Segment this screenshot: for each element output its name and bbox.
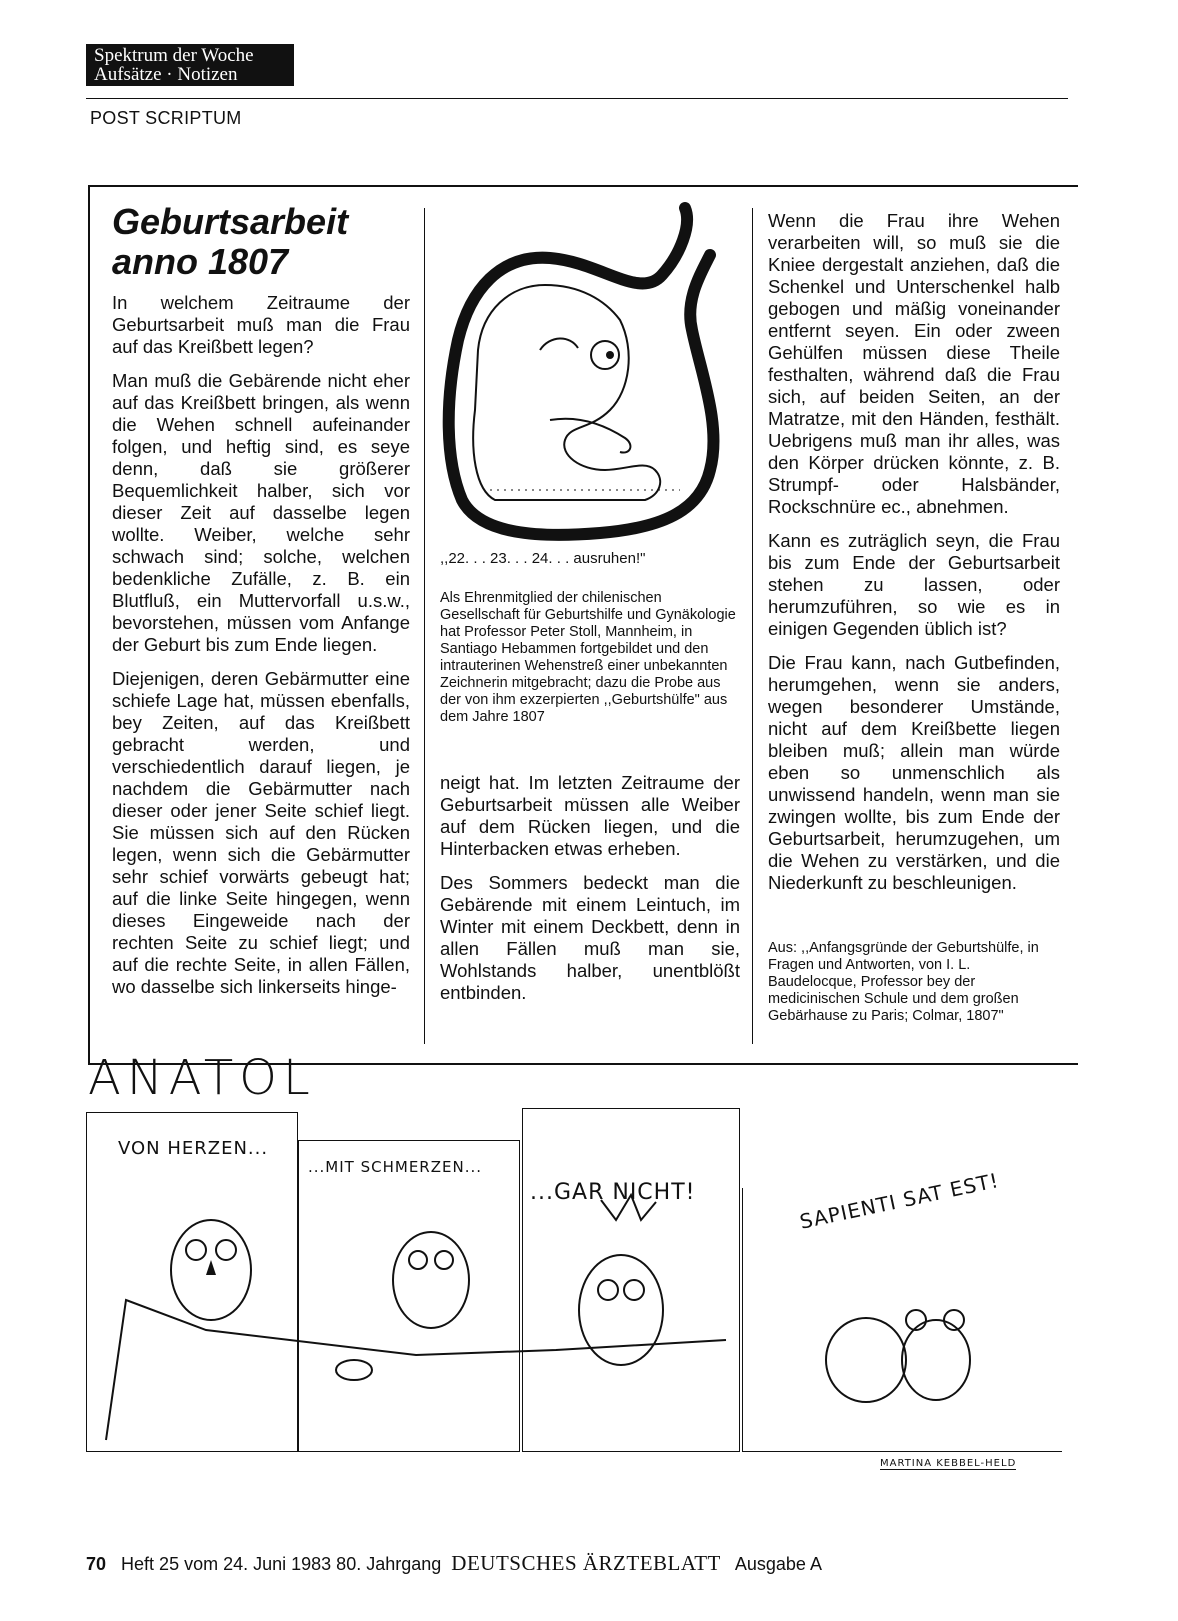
figure-eye <box>540 338 578 350</box>
headline-line-2: anno 1807 <box>112 241 289 282</box>
paragraph: Diejenigen, deren Gebärmutter eine schiefe Lage hat, müssen ebenfalls, bey Zeiten, auf das Kreißbett gebracht werden, und verschiedentlich darauf liegen, je nachdem die Gebärmutter nach dieser oder jener Seite schief liegt. Sie müssen sich auf den Rücken legen, wenn sich die Gebärmutter sehr schief vorwärts gebeugt hat; auf die linke Seite hingegen, wenn dieses Eingeweide nach der rechten Seite zu schief liegt; und auf die rechte Seite, in allen Fällen, wo dasselbe sich linkerseits hinge- <box>112 668 410 997</box>
page-footer <box>86 1551 822 1576</box>
article-border-top <box>88 185 1078 187</box>
comic-title: ANATOL <box>88 1050 316 1106</box>
owl-icon <box>579 1255 663 1365</box>
owl-eye-icon <box>186 1240 206 1260</box>
kicker-line-2: Aufsätze · Notizen <box>94 64 238 85</box>
owl-eye-icon <box>409 1251 427 1269</box>
paragraph: In welchem Zeitraume der Geburtsarbeit muß man die Frau auf das Kreißbett legen? <box>112 292 410 357</box>
teddy-bear-icon <box>902 1320 970 1400</box>
figure-pupil <box>606 351 614 359</box>
column-divider-2 <box>752 208 753 1044</box>
header-rule <box>86 98 1068 99</box>
source-citation: Aus: ,,Anfangsgründe der Geburtshülfe, in Fragen und Antworten, von I. L. Baudelocque, Professor bey der medicinischen Schule und dem großen Gebärhause zu Paris; Colmar, 1807" <box>768 940 1039 1024</box>
kicker-line-1: Spektrum der Woche <box>94 45 254 66</box>
illustration-caption: ,,22. . . 23. . . 24. . . ausruhen!" <box>440 550 646 567</box>
section-kicker <box>86 44 294 86</box>
headline-line-1: Geburtsarbeit <box>112 201 349 242</box>
owl-icon <box>826 1318 906 1402</box>
pregnant-woman-illustration <box>430 200 740 545</box>
editorial-note: Als Ehrenmitglied der chilenischen Gesellschaft für Geburtshilfe und Gynäkologie hat Professor Peter Stoll, Mannheim, in Santiago Hebammen fortgebildet und den intrauterinen Wehenstreß einer unbekannten Zeichnerin mitgebracht; dazu die Probe aus der von ihm exzerpierten ,,Geburtshülfe" aus dem Jahre 1807 <box>440 590 736 725</box>
owl-icon <box>393 1232 469 1328</box>
article-column-2 <box>440 772 740 1016</box>
article-column-3 <box>768 210 1060 906</box>
article-headline <box>112 202 412 282</box>
article-column-1 <box>112 292 410 1010</box>
edition: Ausgabe A <box>734 1554 822 1574</box>
comic-drawings <box>86 1180 1066 1450</box>
owl-beak-icon <box>206 1260 216 1275</box>
figure-eye-right <box>591 341 619 369</box>
panel-3-text: ...GAR NICHT! <box>530 1180 696 1205</box>
column-divider-1 <box>424 208 425 1044</box>
page-number: 70 <box>86 1554 107 1574</box>
paragraph: Des Sommers bedeckt man die Gebärende mit einem Leintuch, im Winter mit einem Deckbett, denn in allen Fällen muß man sie, Wohlstands halber, unentblößt entbinden. <box>440 872 740 1003</box>
branch <box>106 1300 726 1440</box>
artist-credit: MARTINA KEBBEL-HELD <box>880 1458 1017 1469</box>
paragraph: Man muß die Gebärende nicht eher auf das Kreißbett bringen, als wenn die Wehen schnell aufeinander folgen, und heftig sind, es seye denn, daß sie größerer Bequemlichkeit halber, sich vor dieser Zeit auf dasselbe legen wollte. Weiber, welche sehr schwach sind; solche, welchen bedenkliche Zufälle, z. B. ein Blutfluß, ein Muttervorfall u.s.w., bevorstehen, müssen vom Anfange der Geburt bis zum Ende liegen. <box>112 370 410 655</box>
owl-eye-icon <box>216 1240 236 1260</box>
figure-body <box>473 285 660 500</box>
owl-eye-icon <box>598 1280 618 1300</box>
paragraph: Kann es zuträglich seyn, die Frau bis zum Ende der Geburtsarbeit stehen zu lassen, oder herumzuführen, so wie es in einigen Gegenden üblich ist? <box>768 530 1060 639</box>
paragraph: neigt hat. Im letzten Zeitraume der Geburtsarbeit müssen alle Weiber auf dem Rücken liegen, und die Hinterbacken etwas erheben. <box>440 772 740 859</box>
owl-eye-icon <box>624 1280 644 1300</box>
paragraph: Die Frau kann, nach Gutbefinden, herumgehen, wenn sie anders, wegen besonderer Umstände, nicht auf dem Kreißbette liegen bleiben muß; allein man würde eben so unmenschlich als unwissend handeln, wenn man sie zwingen wollte, bis zum Ende der Geburtsarbeit, herumzugehen, um die Wehen zu verstärken, und die Niederkunft zu beschleunigen. <box>768 652 1060 893</box>
magazine-name: DEUTSCHES ÄRZTEBLATT <box>451 1551 721 1575</box>
article-border-left <box>88 185 90 1065</box>
panel-4-text: SAPIENTI SAT EST! <box>797 1168 1002 1234</box>
ruffled-feathers <box>601 1195 656 1220</box>
feather-icon <box>336 1360 372 1380</box>
paragraph: Wenn die Frau ihre Wehen verarbeiten will, so muß sie die Kniee dergestalt anziehen, daß die Schenkel und Unterschenkel halb gebogen und mäßig voneinander entfernt seyen. Ein oder zween Gehülfen müssen diese Theile festhalten, während daß die Frau sich, auf beiden Seiten, an der Matratze, mit den Händen, festhält. Uebrigens muß man ihr alles, was den Körper drücken könnte, z. B. Strumpf- oder Halsbänder, Rockschnüre ec., abnehmen. <box>768 210 1060 517</box>
womb-outline <box>449 208 714 535</box>
owl-eye-icon <box>435 1251 453 1269</box>
issue-info: Heft 25 vom 24. Juni 1983 80. Jahrgang <box>121 1554 442 1574</box>
section-title: POST SCRIPTUM <box>90 108 242 128</box>
panel-1-text: VON HERZEN... <box>118 1138 269 1159</box>
panel-2-text: ...MIT SCHMERZEN... <box>308 1158 482 1176</box>
